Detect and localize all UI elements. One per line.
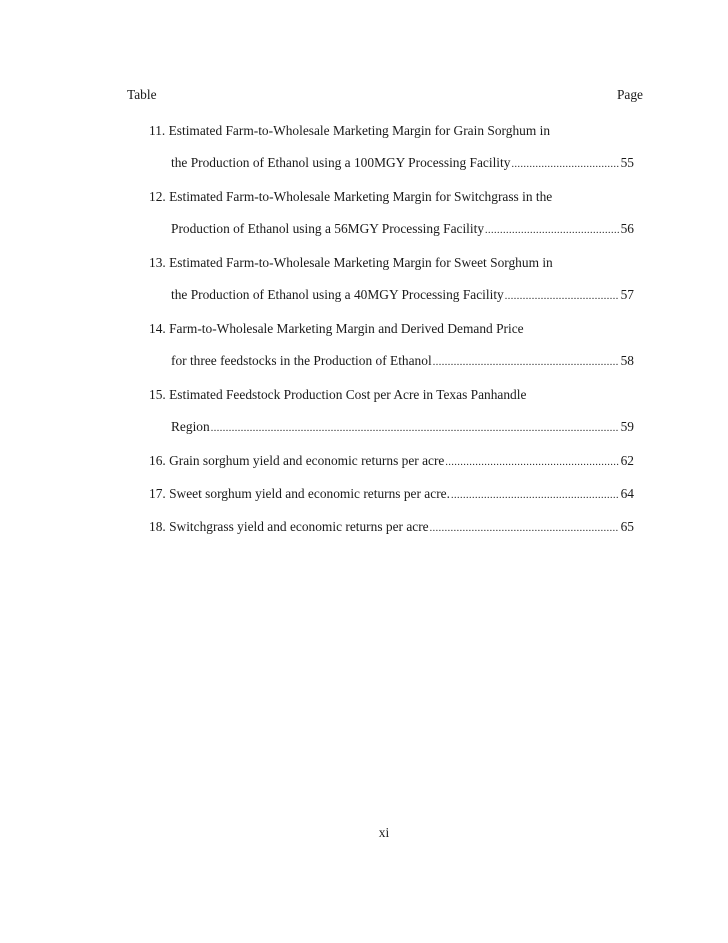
entry-title: 18. Switchgrass yield and economic returns per acre: [149, 519, 429, 534]
entry-title-continuation: the Production of Ethanol using a 100MGY Processing Facility: [171, 155, 511, 170]
entry-title-line: 12. Estimated Farm-to-Wholesale Marketing Margin for Switchgrass in the: [149, 189, 553, 204]
page-number: 64: [620, 486, 634, 501]
dot-leader: [433, 354, 619, 372]
entry-title-line: [149, 518, 634, 536]
dot-leader: [451, 487, 619, 505]
toc-entry: [149, 254, 634, 304]
entry-continuation-line: [149, 154, 634, 172]
entry-title-line: 15. Estimated Feedstock Production Cost per Acre in Texas Panhandle: [149, 387, 527, 402]
entry-title-line: 13. Estimated Farm-to-Wholesale Marketing Margin for Sweet Sorghum in: [149, 255, 553, 270]
page-number: 55: [620, 155, 634, 170]
toc-entry: [149, 188, 634, 238]
table-column-header: Table: [127, 87, 157, 102]
page-number: 57: [620, 287, 634, 302]
dot-leader: [445, 454, 618, 472]
page-folio: xi: [378, 825, 390, 840]
page-number: 62: [620, 453, 634, 468]
entry-continuation-line: [149, 352, 634, 370]
dot-leader: [430, 520, 619, 538]
dot-leader: [505, 288, 619, 306]
entry-title-line: 14. Farm-to-Wholesale Marketing Margin and Derived Demand Price: [149, 321, 524, 336]
entry-title: 16. Grain sorghum yield and economic returns per acre: [149, 453, 445, 468]
entry-continuation-line: [149, 418, 634, 436]
dot-leader: [511, 156, 618, 174]
page-number: 56: [620, 221, 634, 236]
page-number: 59: [620, 419, 634, 434]
entry-continuation-line: [149, 220, 634, 238]
page-number: 65: [620, 519, 634, 534]
toc-entry: [149, 386, 634, 436]
entry-title-continuation: Production of Ethanol using a 56MGY Processing Facility: [171, 221, 485, 236]
entry-title-continuation: the Production of Ethanol using a 40MGY Processing Facility: [171, 287, 504, 302]
dot-leader: [485, 222, 619, 240]
page-number: 58: [620, 353, 634, 368]
entry-title: 17. Sweet sorghum yield and economic returns per acre.: [149, 486, 450, 501]
toc-entry: [149, 122, 634, 172]
toc-entry: [149, 452, 634, 470]
entry-title-line: [149, 485, 634, 503]
toc-entry: [149, 485, 634, 503]
entry-title-continuation: for three feedstocks in the Production of Ethanol: [171, 353, 432, 368]
entry-title-line: 11. Estimated Farm-to-Wholesale Marketing Margin for Grain Sorghum in: [149, 123, 551, 138]
page-column-header: Page: [616, 87, 643, 102]
entry-title-continuation: Region: [171, 419, 210, 434]
entry-continuation-line: [149, 286, 634, 304]
dot-leader: [211, 420, 619, 438]
entry-title-line: [149, 452, 634, 470]
toc-entry: [149, 518, 634, 536]
toc-entry: [149, 320, 634, 370]
